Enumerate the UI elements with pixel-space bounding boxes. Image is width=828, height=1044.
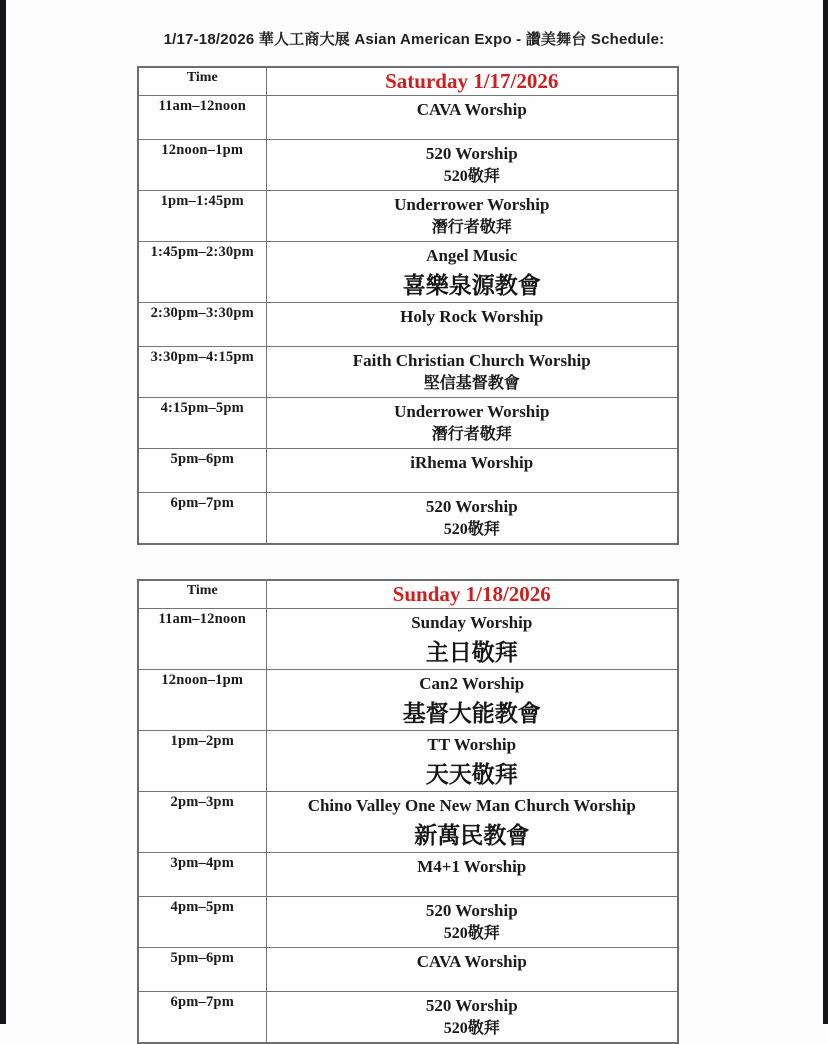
time-cell: 12noon–1pm [138,140,266,191]
event-name-cn: 基督大能教會 [402,700,541,726]
time-cell: 2:30pm–3:30pm [138,303,266,347]
event-name: Faith Christian Church Worship [352,351,591,370]
table-row [138,347,678,398]
table-row [138,303,678,347]
time-cell: 11am–12noon [138,609,266,670]
event-name: Angel Music [426,246,518,265]
photo-edge-right [823,0,828,1024]
table-row [138,140,678,191]
event-cell [266,731,678,792]
event-name-cn: 520敬拜 [443,925,500,942]
event-cell [266,948,678,992]
event-name: Chino Valley One New Man Church Worship [307,796,636,815]
event-cell [266,897,678,948]
event-name-cn: 潛行者敬拜 [431,426,512,443]
table-row [138,731,678,792]
event-cell [266,449,678,493]
table-row [138,493,678,545]
event-cell [266,96,678,140]
event-cell [266,853,678,897]
time-cell: 5pm–6pm [138,948,266,992]
time-column-header: Time [138,580,266,609]
event-name-cn: 520敬拜 [443,521,500,538]
event-name-cn: 喜樂泉源教會 [402,272,541,298]
event-cell [266,191,678,242]
table-row [138,398,678,449]
time-cell: 3pm–4pm [138,853,266,897]
table-row [138,897,678,948]
time-cell: 5pm–6pm [138,449,266,493]
event-cell [266,347,678,398]
table-row [138,96,678,140]
time-cell: 12noon–1pm [138,670,266,731]
event-cell [266,140,678,191]
event-name: Holy Rock Worship [400,307,544,326]
event-cell [266,792,678,853]
time-cell: 6pm–7pm [138,992,266,1044]
event-name-cn: 520敬拜 [443,1020,500,1037]
event-name: CAVA Worship [416,100,527,119]
event-name: Can2 Worship [419,674,525,693]
time-cell: 3:30pm–4:15pm [138,347,266,398]
event-name-cn: 堅信基督教會 [423,375,520,392]
time-column-header: Time [138,67,266,96]
page-title: 1/17-18/2026 華人工商大展 Asian American Expo - 讚美舞台 Schedule: [163,31,665,48]
event-cell [266,670,678,731]
table-row [138,242,678,303]
event-cell [266,398,678,449]
schedule-tables [137,66,677,1044]
event-cell [266,242,678,303]
time-cell: 1pm–1:45pm [138,191,266,242]
event-name: CAVA Worship [416,952,527,971]
event-name: Sunday Worship [411,613,533,632]
time-cell: 11am–12noon [138,96,266,140]
schedule-table [137,579,679,1044]
table-row [138,609,678,670]
time-cell: 6pm–7pm [138,493,266,545]
time-cell: 2pm–3pm [138,792,266,853]
photo-edge-left [0,0,6,1024]
event-name: 520 Worship [425,497,518,516]
event-name-cn: 新萬民教會 [414,822,530,848]
event-name: 520 Worship [425,901,518,920]
event-name-cn: 520敬拜 [443,168,500,185]
table-row [138,992,678,1044]
event-name-cn: 潛行者敬拜 [431,219,512,236]
day-header: Sunday 1/18/2026 [266,580,678,609]
table-row [138,670,678,731]
day-header: Saturday 1/17/2026 [266,67,678,96]
table-row [138,948,678,992]
table-row [138,792,678,853]
table-row [138,191,678,242]
event-name: iRhema Worship [410,453,534,472]
event-cell [266,493,678,545]
event-name: M4+1 Worship [417,857,527,876]
schedule-table [137,66,679,545]
event-name: Underrower Worship [394,195,550,214]
event-name: 520 Worship [425,996,518,1015]
header-row [138,67,678,96]
event-cell [266,303,678,347]
table-row [138,853,678,897]
event-cell [266,992,678,1044]
event-cell [266,609,678,670]
event-name: TT Worship [427,735,517,754]
time-cell: 4pm–5pm [138,897,266,948]
header-row [138,580,678,609]
time-cell: 1:45pm–2:30pm [138,242,266,303]
table-row [138,449,678,493]
time-cell: 1pm–2pm [138,731,266,792]
event-name: Underrower Worship [394,402,550,421]
event-name-cn: 天天敬拜 [425,761,518,787]
event-name: 520 Worship [425,144,518,163]
time-cell: 4:15pm–5pm [138,398,266,449]
event-name-cn: 主日敬拜 [425,639,518,665]
